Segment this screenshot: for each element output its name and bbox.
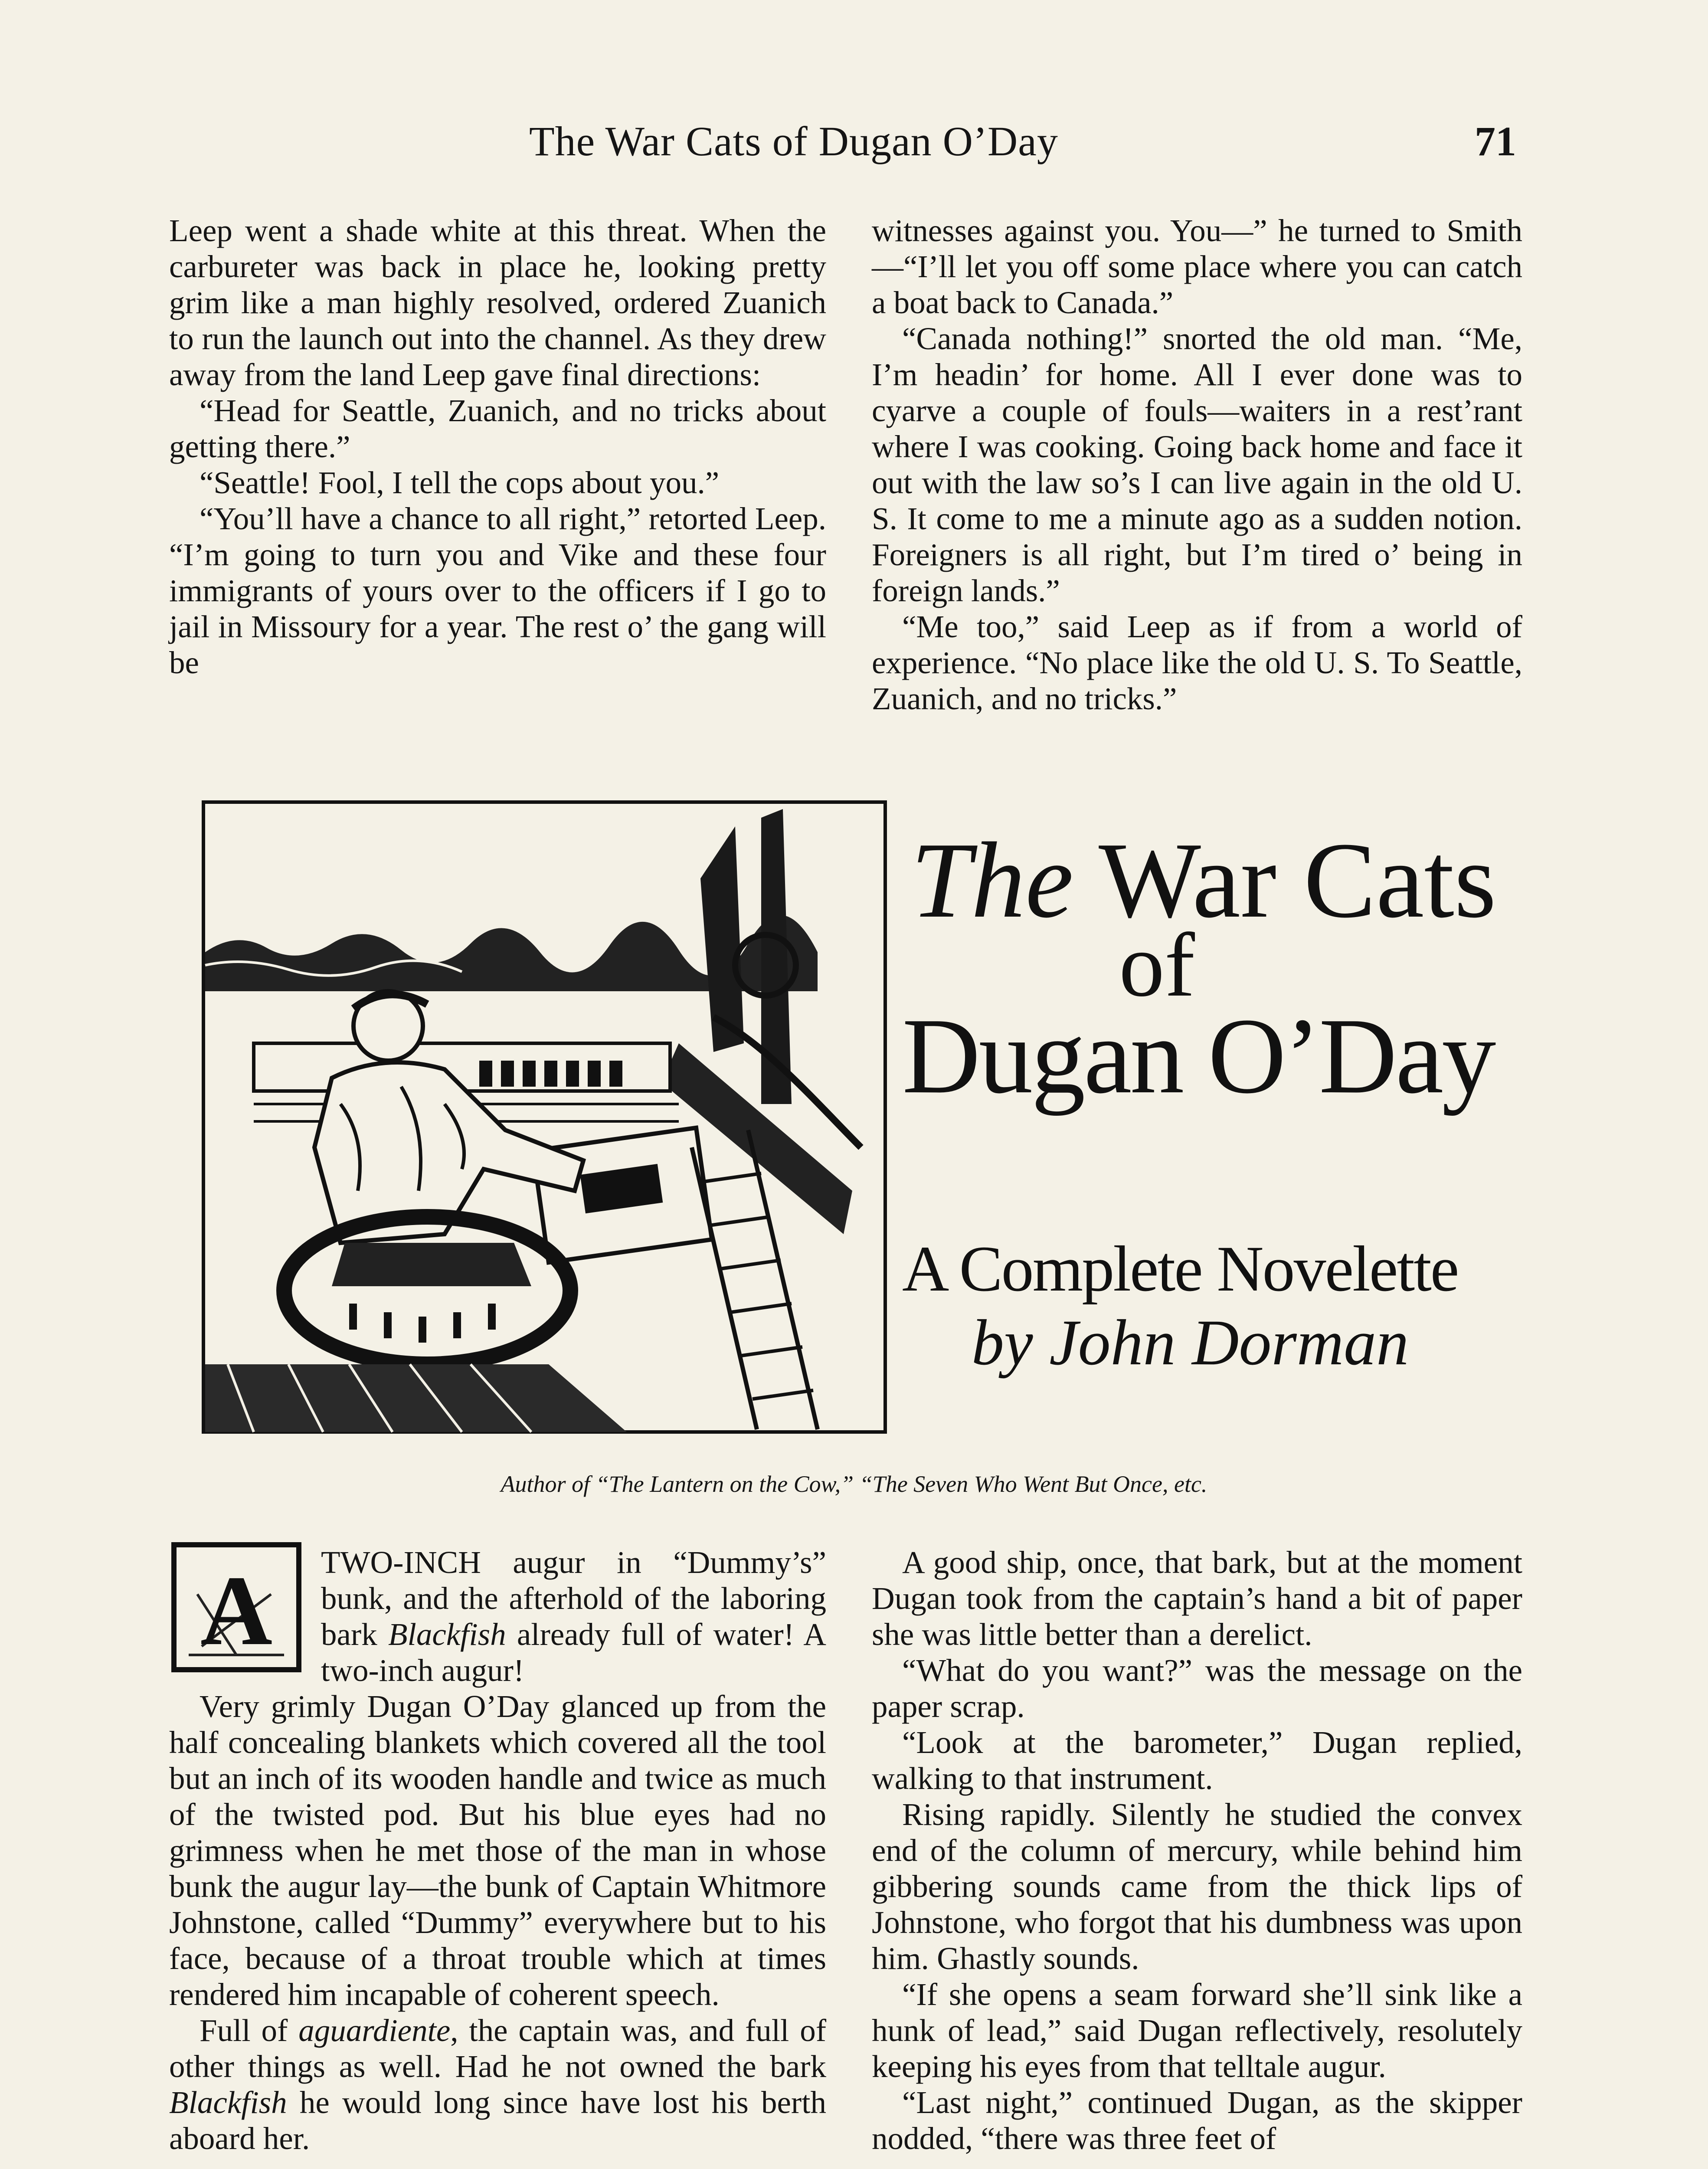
story-title-block — [893, 816, 1544, 1423]
running-header — [0, 117, 1708, 174]
paragraph: Leep went a shade white at this threat. When the carbureter was back in place he, looking pretty grim like a man highly resolved, ordered Zuanich to run the launch out into the channel. As they drew away from the land Leep gave final directions: — [169, 213, 826, 392]
page-number: 71 — [1475, 118, 1516, 164]
story-title-line1: The War Cats — [911, 820, 1497, 940]
paragraph: “Me too,” said Leep as if from a world of experience. “No place like the old U. S. To Seattle, Zuanich, and no tricks.” — [872, 609, 1522, 716]
author-credit: Author of “The Lantern on the Cow,” “The Seven Who Went But Once, etc. — [501, 1471, 1207, 1497]
story-illustration — [202, 800, 887, 1434]
running-title: The War Cats of Dugan O’Day — [529, 118, 1058, 164]
paragraph: “Canada nothing!” snorted the old man. “Me, I’m headin’ for home. All I ever done was to cyarve a couple of fouls—waiters in a rest’rant where I was cooking. Going back home and face it out with the law so’s I can live again in the old U. S. It come to me a minute ago as a sudden notion. Foreigners is all right, but I’m tired o’ being in foreign lands.” — [872, 321, 1522, 608]
bottom-left-column — [169, 1544, 826, 2169]
story-title-line2: of — [1119, 915, 1195, 1016]
paragraph: Very grimly Dugan O’Day glanced up from the half concealing blankets which covered all the tool but an inch of its wooden handle and twice as much of the twisted pod. But his blue eyes had no grimness when he met those of the man in whose bunk the augur lay—the bunk of Captain Whitmore Johnstone, called “Dummy” everywhere but to his face, because of a throat trouble which at times rendered him incapable of coherent speech. — [169, 1689, 826, 2012]
paragraph: “What do you want?” was the message on the paper scrap. — [872, 1653, 1522, 1724]
paragraph: “Look at the barometer,” Dugan replied, walking to that instrument. — [872, 1725, 1522, 1796]
top-left-column — [169, 213, 826, 755]
paragraph: A good ship, once, that bark, but at the moment Dugan took from the captain’s hand a bit of paper she was little better than a derelict. — [872, 1545, 1522, 1652]
paragraph: “Head for Seattle, Zuanich, and no tricks about getting there.” — [169, 393, 826, 464]
story-subtitle: A Complete Novelette — [902, 1233, 1458, 1305]
paragraph: Rising rapidly. Silently he studied the convex end of the column of mercury, while behind him gibbering sounds came from the thick lips of Johnstone, who forgot that his dumbness was upon him. Ghastly sounds. — [872, 1797, 1522, 1976]
paragraph: “If she opens a seam forward she’ll sink like a hunk of lead,” said Dugan reflectively, resolutely keeping his eyes from that telltale augur. — [872, 1977, 1522, 2084]
paragraph: Full of aguardiente, the captain was, and full of other things as well. Had he not owned the bark Blackfish he would long since have lost his berth aboard her. — [169, 2013, 826, 2156]
paragraph: TWO-INCH augur in “Dummy’s” bunk, and the afterhold of the laboring bark Blackfish already full of water! A two-inch augur! — [321, 1545, 826, 1688]
story-title-line3: Dugan O’Day — [902, 996, 1495, 1116]
top-right-column — [872, 213, 1522, 755]
paragraph: “Last night,” continued Dugan, as the skipper nodded, “there was three feet of — [872, 2085, 1522, 2156]
story-byline: by John Dorman — [972, 1307, 1409, 1379]
drop-cap-letter: A — [200, 1555, 273, 1666]
paragraph: “Seattle! Fool, I tell the cops about you.” — [200, 465, 720, 500]
bottom-right-column — [872, 1544, 1522, 2169]
paragraph: “You’ll have a chance to all right,” retorted Leep. “I’m going to turn you and Vike and these four immigrants of yours over to the officers if I go to jail in Missoury for a year. The rest o’ the gang will be — [169, 501, 826, 680]
paragraph: witnesses against you. You—” he turned to Smith—“I’ll let you off some place where you can catch a boat back to Canada.” — [872, 213, 1522, 320]
